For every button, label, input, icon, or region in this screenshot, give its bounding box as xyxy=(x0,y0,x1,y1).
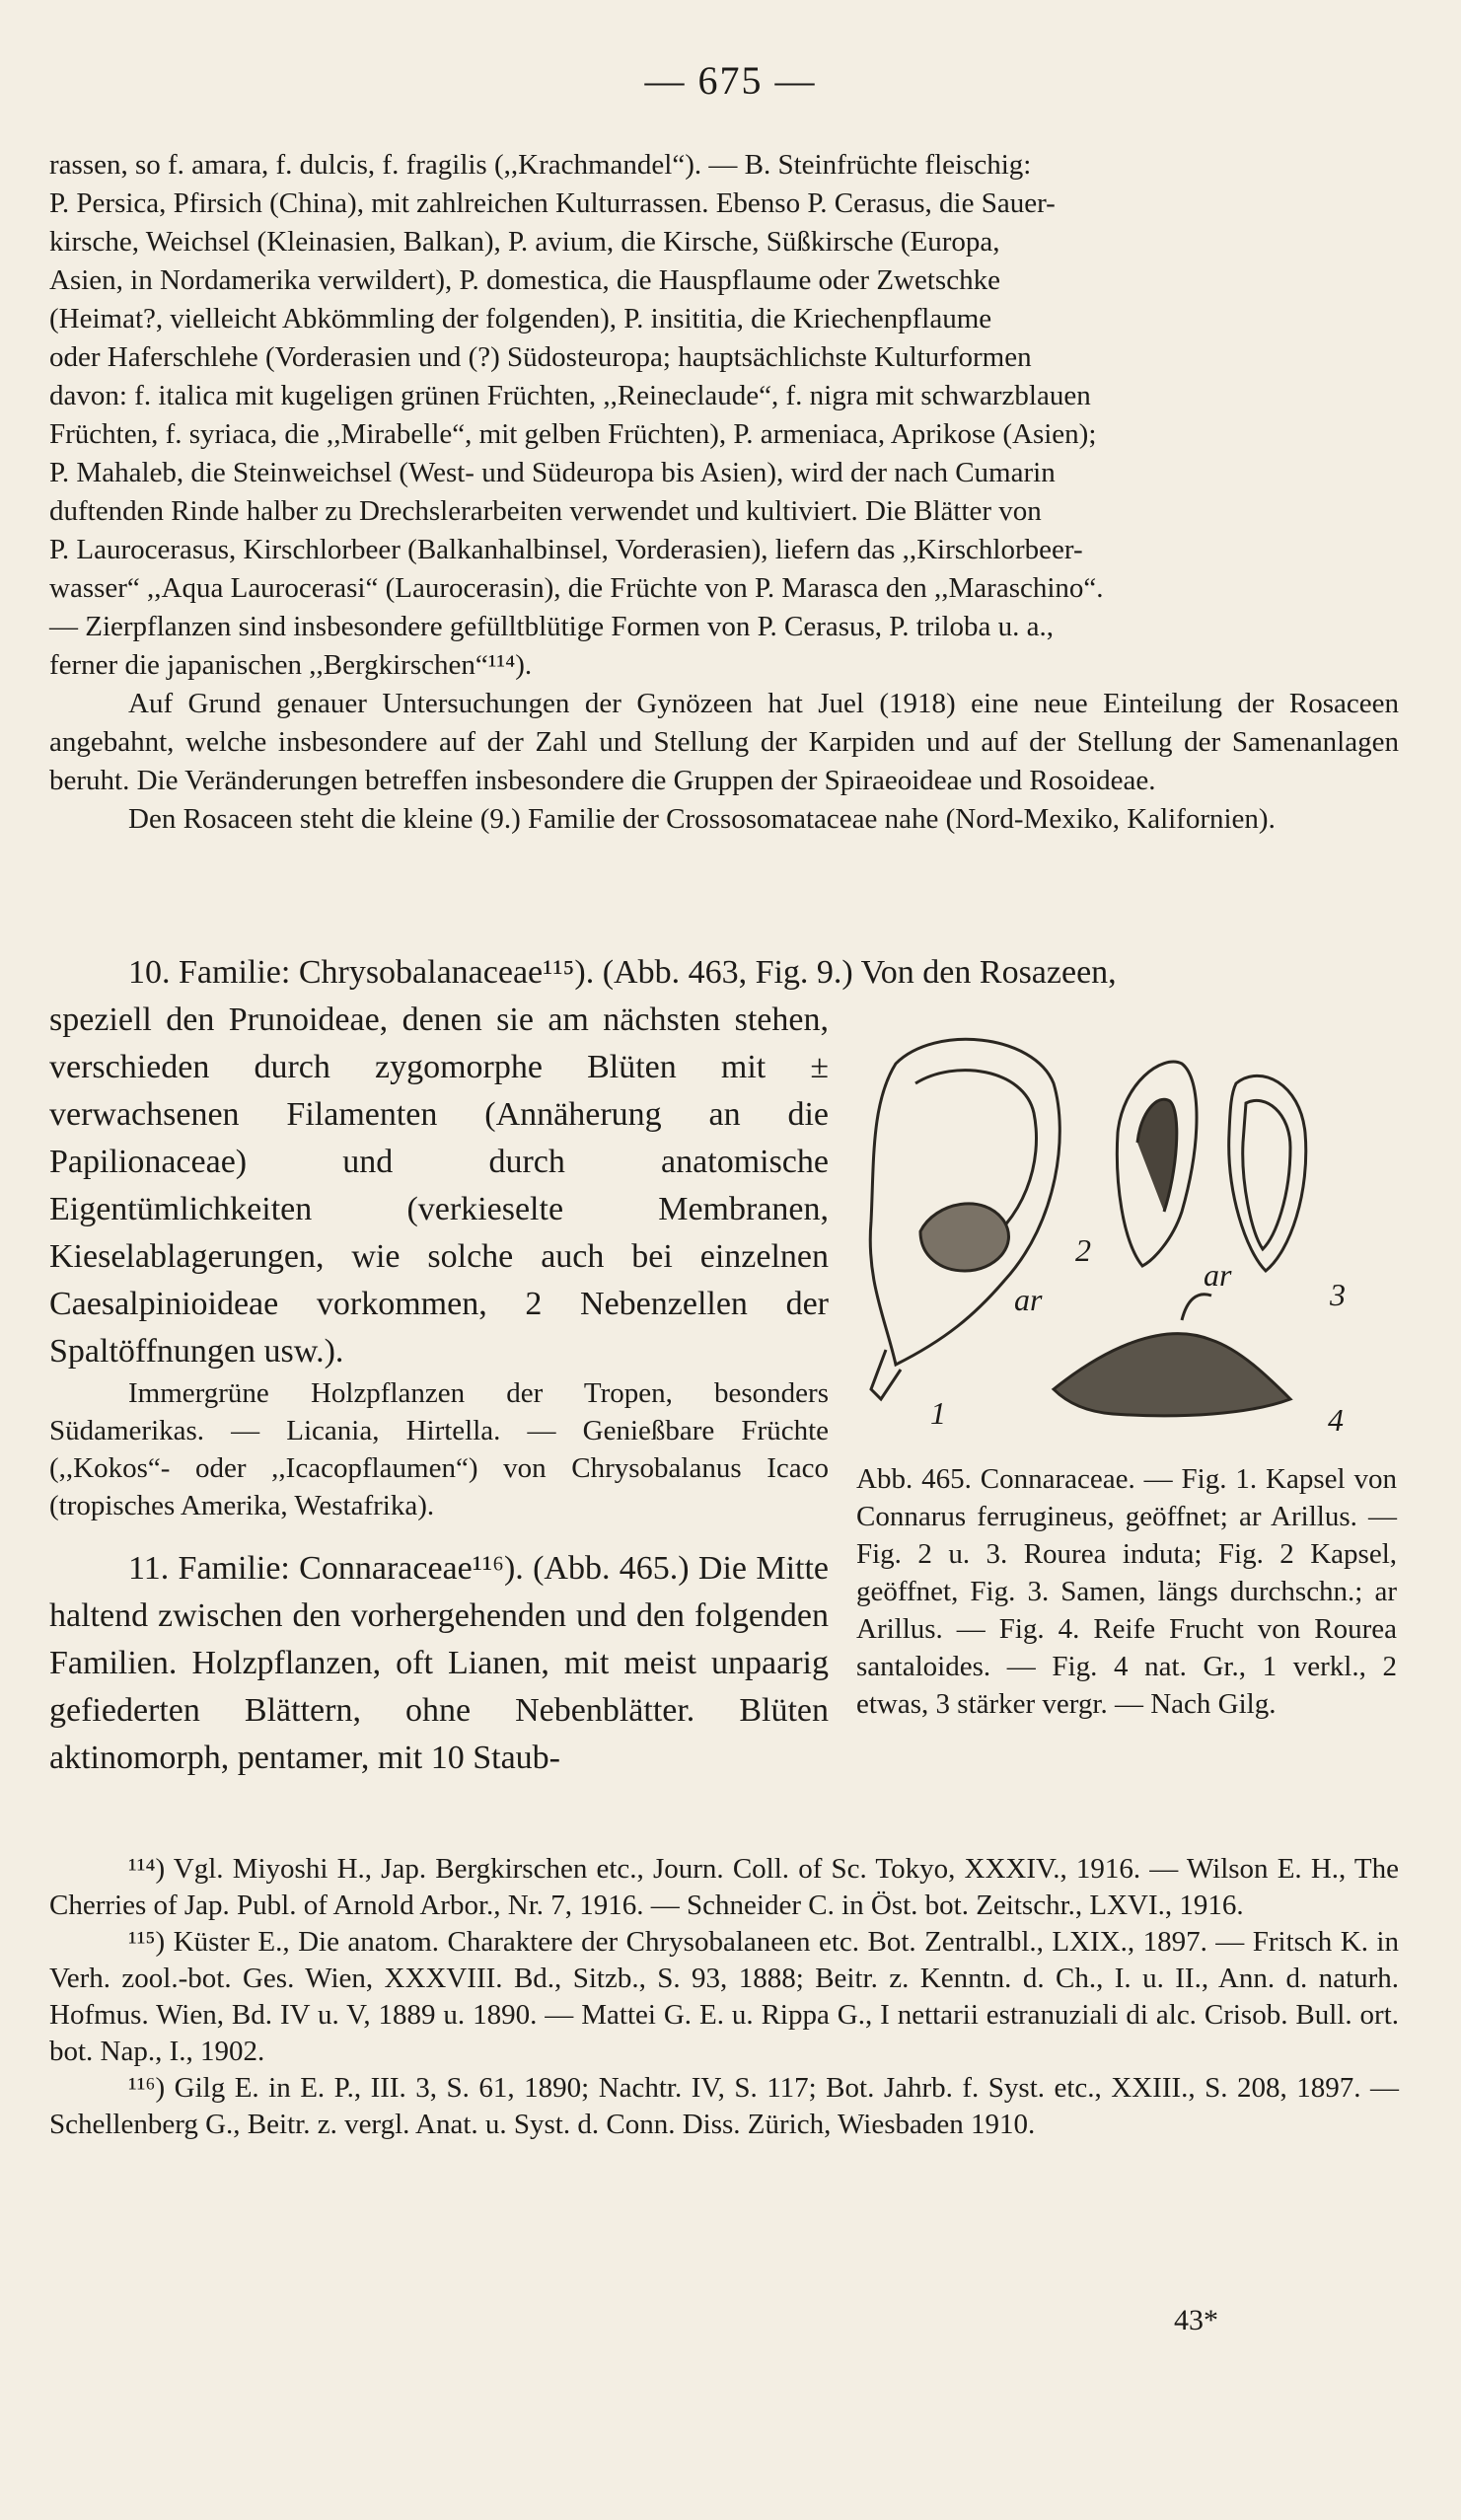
text-line: P. Laurocerasus, Kirschlorbeer (Balkanhalbinsel, Vorderasien), liefern das ,,Kirschlorbeer- xyxy=(49,534,1083,565)
family-10-notes xyxy=(49,1374,829,1524)
arillus-fig1 xyxy=(920,1204,1008,1271)
text-line: (Heimat?, vielleicht Abkömmling der folgenden), P. insititia, die Kriechenpflaume xyxy=(49,303,992,334)
seed-fig3-inner xyxy=(1243,1100,1290,1249)
caption-text: Abb. 465. Connaraceae. — Fig. 1. Kapsel von Connarus ferrugineus, geöffnet; ar Arillus. — Fig. 2 u. 3. Rourea induta; Fig. 2 Kapsel, geöffnet, Fig. 3. Samen, längs durchschn.; ar Arillus. — Fig. 4. Reife Frucht von Rourea santaloides. — Fig. 4 nat. Gr., 1 verkl., 2 etwas, 3 stärker vergr. — Nach Gilg. xyxy=(856,1463,1397,1720)
prunus-text-block xyxy=(49,146,1399,839)
seed-fig2 xyxy=(1137,1099,1177,1212)
family-10-small-text: Immergrüne Holzpflanzen der Tropen, besonders Südamerikas. — Licania, Hirtella. — Genießbare Früchte (,,Kokos“- oder ,,Icacopflaumen“) von Chrysobalanus Icaco (tropisches Amerika, Westafrika). xyxy=(49,1377,829,1521)
family-10-heading-line: 10. Familie: Chrysobalanaceae¹¹⁵). (Abb. 463, Fig. 9.) Von den Rosazeen, xyxy=(128,954,1117,991)
juel-paragraph: Auf Grund genauer Untersuchungen der Gynözeen hat Juel (1918) eine neue Einteilung der Rosaceen angebahnt, welche insbesondere auf der Zahl und Stellung der Karpiden und auf der Stellung der Samenanlagen beruht. Die Veränderungen betreffen insbesondere die Gruppen der Spiraeoideae und Rosoideae. xyxy=(49,688,1399,796)
family-10-heading xyxy=(49,949,1399,997)
text-line: wasser“ ,,Aqua Laurocerasi“ (Laurocerasin), die Früchte von P. Marasca den ,,Maraschino“. xyxy=(49,572,1104,604)
figure-label-4: 4 xyxy=(1328,1402,1344,1438)
family-10-description: speziell den Prunoideae, denen sie am nächsten stehen, verschieden durch zygomorphe Blüten mit ± verwachsenen Filamenten (Annäherung an die Papilionaceae) und durch anatomische Eigentümlichkeiten (verkieselte Membranen, Kieselablagerungen, wie solche auch bei einzelnen Caesalpinioideae vorkommen, 2 Nebenzellen der Spaltöffnungen usw.). xyxy=(49,1001,829,1370)
figure-label-ar-3: ar xyxy=(1204,1257,1232,1293)
text-line: ferner die japanischen ,,Bergkirschen“¹¹⁴). xyxy=(49,649,533,681)
text-line: oder Haferschlehe (Vorderasien und (?) Südosteuropa; hauptsächlichste Kulturformen xyxy=(49,341,1032,373)
text-line: Früchten, f. syriaca, die ,,Mirabelle“, mit gelben Früchten), P. armeniaca, Aprikose (Asien); xyxy=(49,418,1097,450)
figure-label-1: 1 xyxy=(930,1395,946,1431)
fruit-fig4-tip xyxy=(1182,1295,1211,1320)
family-10-body xyxy=(49,997,829,1375)
text-line: Asien, in Nordamerika verwildert), P. domestica, die Hauspflaume oder Zwetschke xyxy=(49,264,1000,296)
text-line: duftenden Rinde halber zu Drechslerarbeiten verwendet und kultiviert. Die Blätter von xyxy=(49,495,1042,527)
figure-label-ar-1: ar xyxy=(1014,1282,1043,1317)
printer-signature: 43* xyxy=(1174,2304,1218,2336)
footnote-115: ¹¹⁵) Küster E., Die anatom. Charaktere der Chrysobalaneen etc. Bot. Zentralbl., LXIX., 1897. — Fritsch K. in Verh. zool.-bot. Ges. Wien, XXXVIII. Bd., Sitzb., S. 93, 1888; Beitr. z. Kenntn. d. Ch., I. u. II., Ann. d. naturh. Hofmus. Wien, Bd. IV u. V, 1889 u. 1890. — Mattei G. E. u. Rippa G., I nettarii estranuziali di alc. Crisob. Bull. ort. bot. Nap., I., 1902. xyxy=(49,1926,1399,2067)
text-line: davon: f. italica mit kugeligen grünen Früchten, ,,Reineclaude“, f. nigra mit schwarzblauen xyxy=(49,380,1091,411)
figure-label-2: 2 xyxy=(1075,1232,1091,1268)
figure-label-3: 3 xyxy=(1330,1277,1346,1312)
text-line: — Zierpflanzen sind insbesondere gefülltblütige Formen von P. Cerasus, P. triloba u. a., xyxy=(49,611,1055,642)
text-line: rassen, so f. amara, f. dulcis, f. fragilis (,,Krachmandel“). — B. Steinfrüchte fleischig: xyxy=(49,149,1032,181)
crossosomataceae-paragraph: Den Rosaceen steht die kleine (9.) Familie der Crossosomataceae nahe (Nord-Mexiko, Kalifornien). xyxy=(128,803,1276,835)
figure-caption xyxy=(856,1460,1397,1723)
capsule-stalk xyxy=(871,1350,901,1399)
connaraceae-figure xyxy=(856,1024,1409,1439)
footnotes xyxy=(49,1851,1399,2143)
text-line: kirsche, Weichsel (Kleinasien, Balkan), P. avium, die Kirsche, Süßkirsche (Europa, xyxy=(49,226,1000,258)
family-11-paragraph: 11. Familie: Connaraceae¹¹⁶). (Abb. 465.) Die Mitte haltend zwischen den vorhergehenden und den folgenden Familien. Holzpflanzen, oft Lianen, mit meist unpaarig gefiederten Blättern, ohne Nebenblätter. Blüten aktinomorph, pentamer, mit 10 Staub- xyxy=(49,1550,829,1776)
fruit-fig4 xyxy=(1054,1334,1290,1416)
text-line: P. Persica, Pfirsich (China), mit zahlreichen Kulturrassen. Ebenso P. Cerasus, die Sauer- xyxy=(49,187,1056,219)
family-11-text xyxy=(49,1545,829,1782)
footnote-114: ¹¹⁴) Vgl. Miyoshi H., Jap. Bergkirschen etc., Journ. Coll. of Sc. Tokyo, XXXIV., 1916. — Wilson E. H., The Cherries of Jap. Publ. of Arnold Arbor., Nr. 7, 1916. — Schneider C. in Öst. bot. Zeitschr., LXVI., 1916. xyxy=(49,1853,1399,1921)
footnote-116: ¹¹⁶) Gilg E. in E. P., III. 3, S. 61, 1890; Nachtr. IV, S. 117; Bot. Jahrb. f. Syst. etc., XXIII., S. 208, 1897. — Schellenberg G., Beitr. z. vergl. Anat. u. Syst. d. Conn. Diss. Zürich, Wiesbaden 1910. xyxy=(49,2072,1399,2140)
text-line: P. Mahaleb, die Steinweichsel (West- und Südeuropa bis Asien), wird der nach Cumarin xyxy=(49,457,1056,488)
page-number: — 675 — xyxy=(644,58,817,103)
